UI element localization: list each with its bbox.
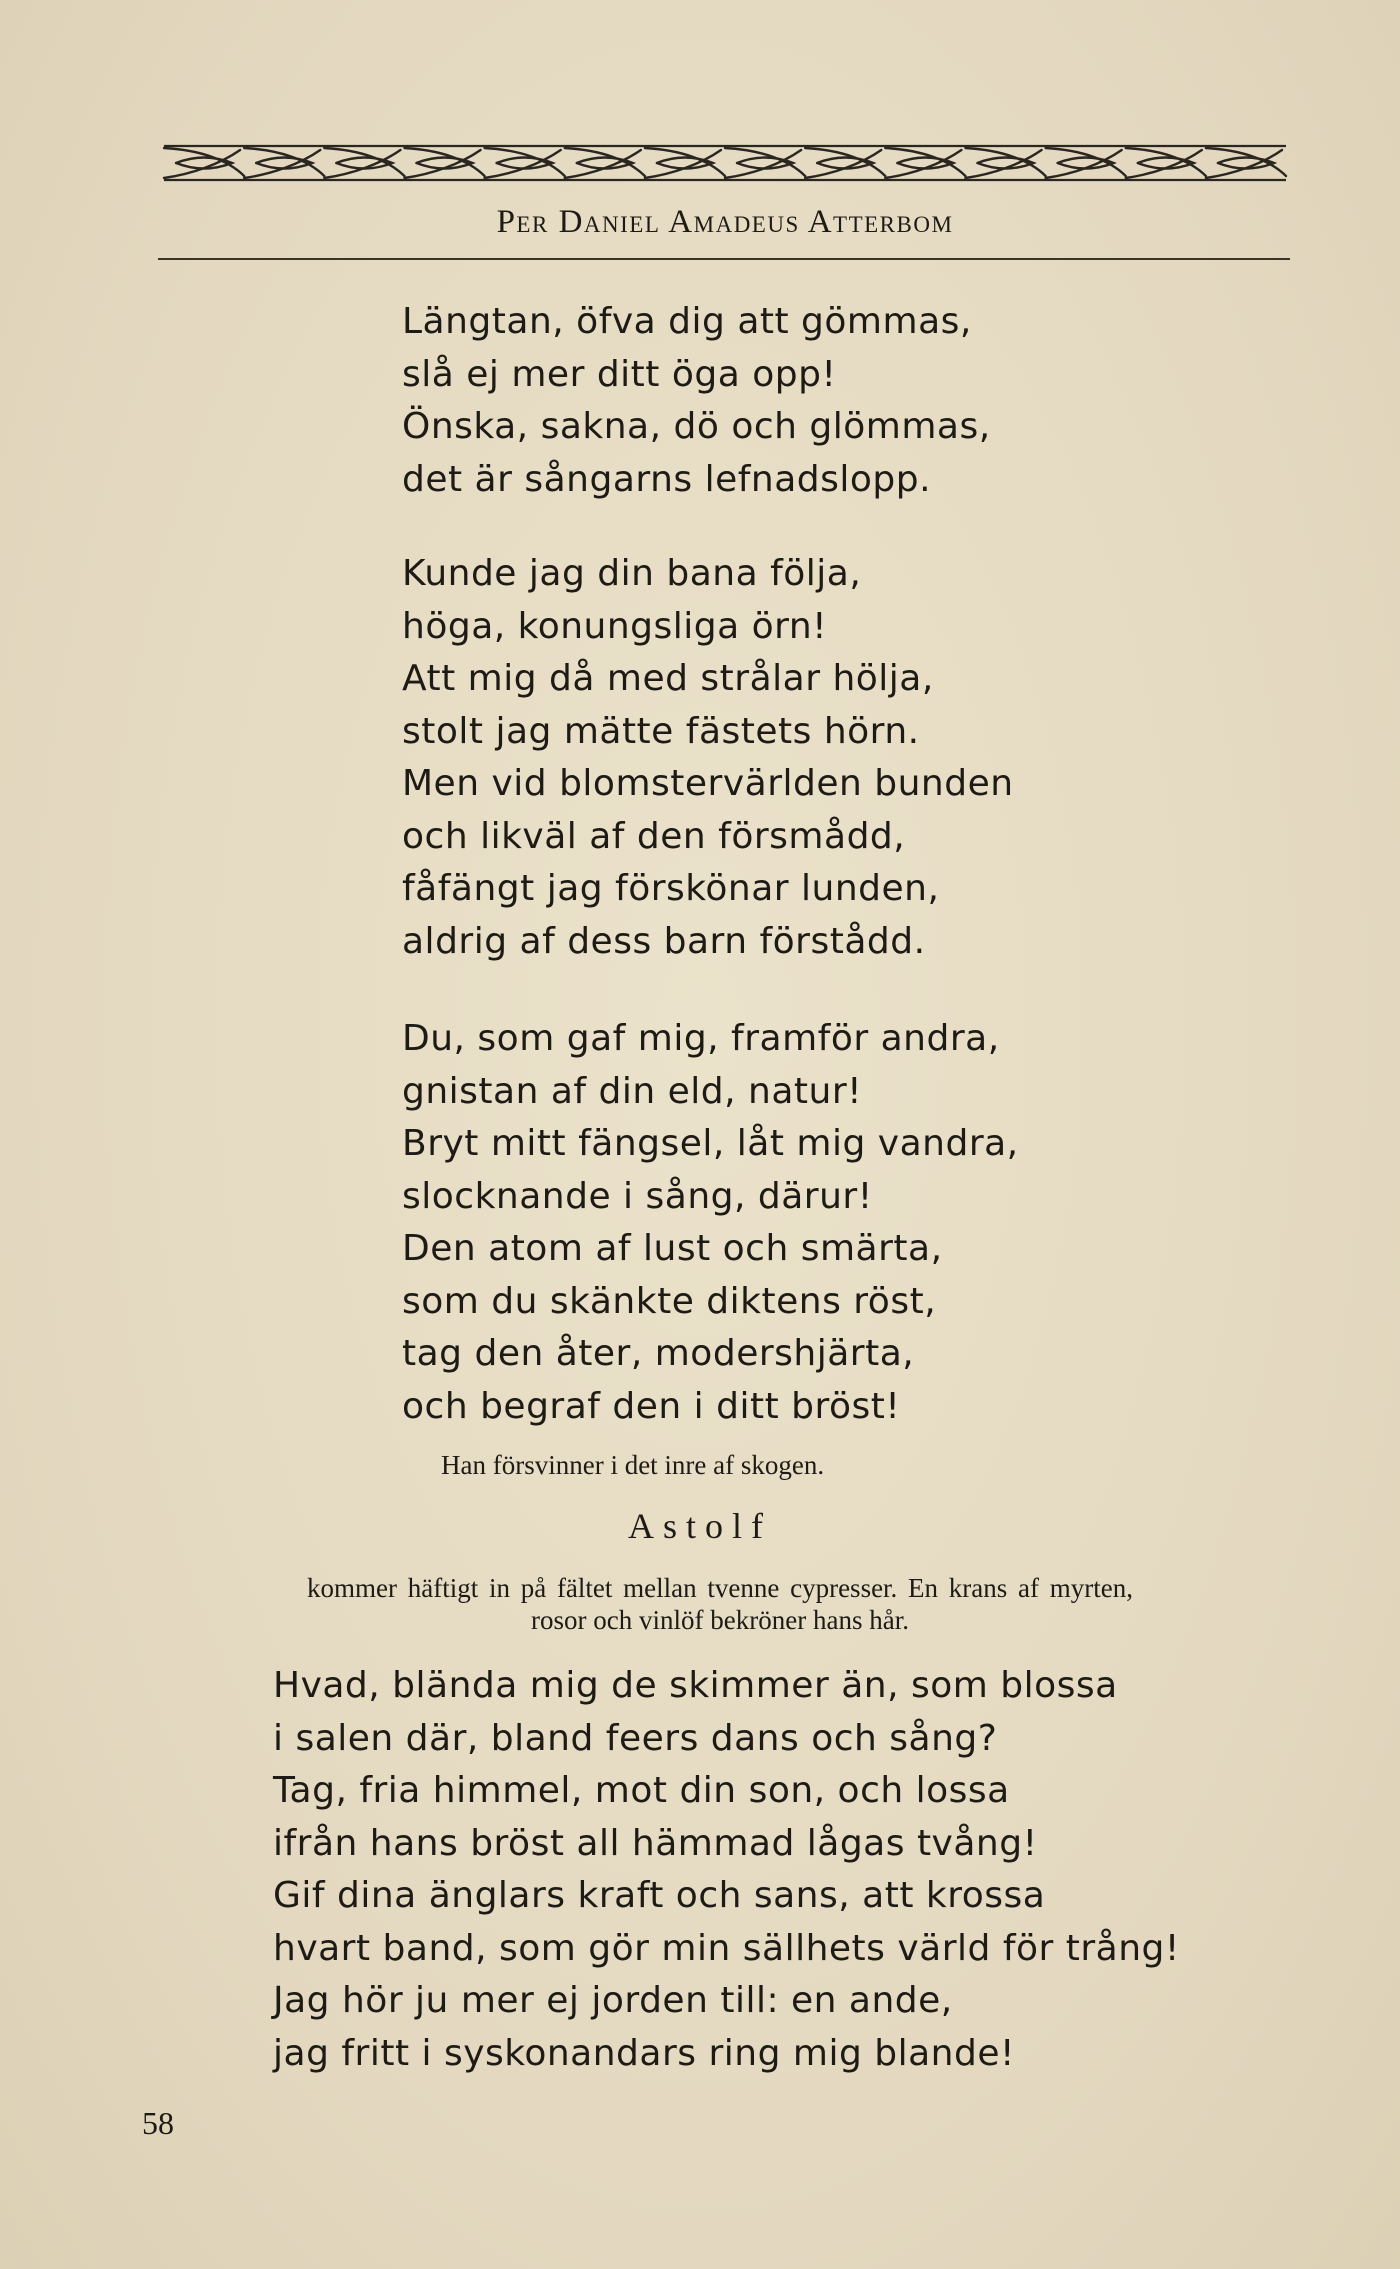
verse-line: ifrån hans bröst all hämmad lågas tvång!	[273, 1822, 1038, 1864]
stanza-1	[402, 296, 991, 506]
verse-line: Hvad, blända mig de skimmer än, som blossa	[273, 1665, 1118, 1706]
verse-line: Tag, fria himmel, mot din son, och lossa	[273, 1770, 1010, 1811]
verse-line: hvart band, som gör min sällhets värld för trång!	[273, 1927, 1180, 1969]
verse-line: och likväl af den försmådd,	[402, 815, 906, 857]
verse-line: Jag hör ju mer ej jorden till: en ande,	[273, 1980, 953, 2021]
verse-line: Längtan, öfva dig att gömmas,	[402, 301, 972, 342]
verse-line: Den atom af lust och smärta,	[402, 1228, 943, 1269]
stanza-3	[402, 1013, 1019, 1433]
verse-line: som du skänkte diktens röst,	[402, 1280, 937, 1322]
speaker-name: Astolf	[628, 1506, 772, 1546]
ornament-knot	[565, 148, 645, 178]
verse-line: slå ej mer ditt öga opp!	[402, 353, 837, 395]
ornament-knot	[1046, 148, 1126, 178]
verse-line: aldrig af dess barn förstådd.	[402, 920, 926, 962]
ornament-knot	[1126, 148, 1206, 178]
verse-line: slocknande i sång, därur!	[402, 1175, 873, 1217]
header-rule	[158, 258, 1290, 260]
verse-line: i salen där, bland feers dans och sång?	[273, 1717, 998, 1759]
page-number: 58	[142, 2105, 174, 2141]
verse-line: Gif dina änglars kraft och sans, att krossa	[273, 1875, 1046, 1916]
ornament-knot	[885, 148, 965, 178]
verse-line: jag fritt i syskonandars ring mig blande!	[273, 2032, 1015, 2074]
verse-line: fåfängt jag förskönar lunden,	[402, 868, 940, 909]
ornament-knot	[485, 148, 565, 178]
ornament-knot	[725, 148, 805, 178]
verse-line: Du, som gaf mig, framför andra,	[402, 1018, 1000, 1059]
verse-line: Kunde jag din bana följa,	[402, 553, 862, 594]
verse-line: stolt jag mätte fästets hörn.	[402, 710, 920, 752]
verse-line: Bryt mitt fängsel, låt mig vandra,	[402, 1123, 1019, 1164]
ornament-knot	[244, 148, 324, 178]
ornament-knot	[404, 148, 484, 178]
ornament-knot	[1206, 148, 1286, 178]
verse-line: Att mig då med strålar hölja,	[402, 658, 934, 699]
stage-direction-enter-line: rosor och vinlöf bekröner hans hår.	[531, 1605, 909, 1635]
ornament-knot	[645, 148, 725, 178]
final-stanza	[273, 1660, 1180, 2080]
ornament-knot	[164, 148, 244, 178]
verse-line: och begraf den i ditt bröst!	[402, 1385, 901, 1427]
ornament-knot	[965, 148, 1045, 178]
verse-line: Men vid blomstervärlden bunden	[402, 763, 1014, 804]
verse-line: gnistan af din eld, natur!	[402, 1070, 863, 1112]
running-head: Per Daniel Amadeus Atterbom	[496, 204, 954, 240]
verse-line: tag den åter, modershjärta,	[402, 1333, 915, 1374]
verse-line: Önska, sakna, dö och glömmas,	[402, 406, 991, 447]
header-ornament	[160, 138, 1290, 188]
stanza-2	[402, 548, 1014, 968]
ornament-knot	[805, 148, 885, 178]
verse-line: höga, konungsliga örn!	[402, 605, 828, 647]
verse-line: det är sångarns lefnadslopp.	[402, 458, 932, 500]
stage-direction-exit: Han försvinner i det inre af skogen.	[441, 1450, 825, 1480]
stage-direction-enter-line: kommer häftigt in på fältet mellan tvenne cypresser. En krans af myrten,	[307, 1573, 1133, 1603]
ornament-knot	[324, 148, 404, 178]
